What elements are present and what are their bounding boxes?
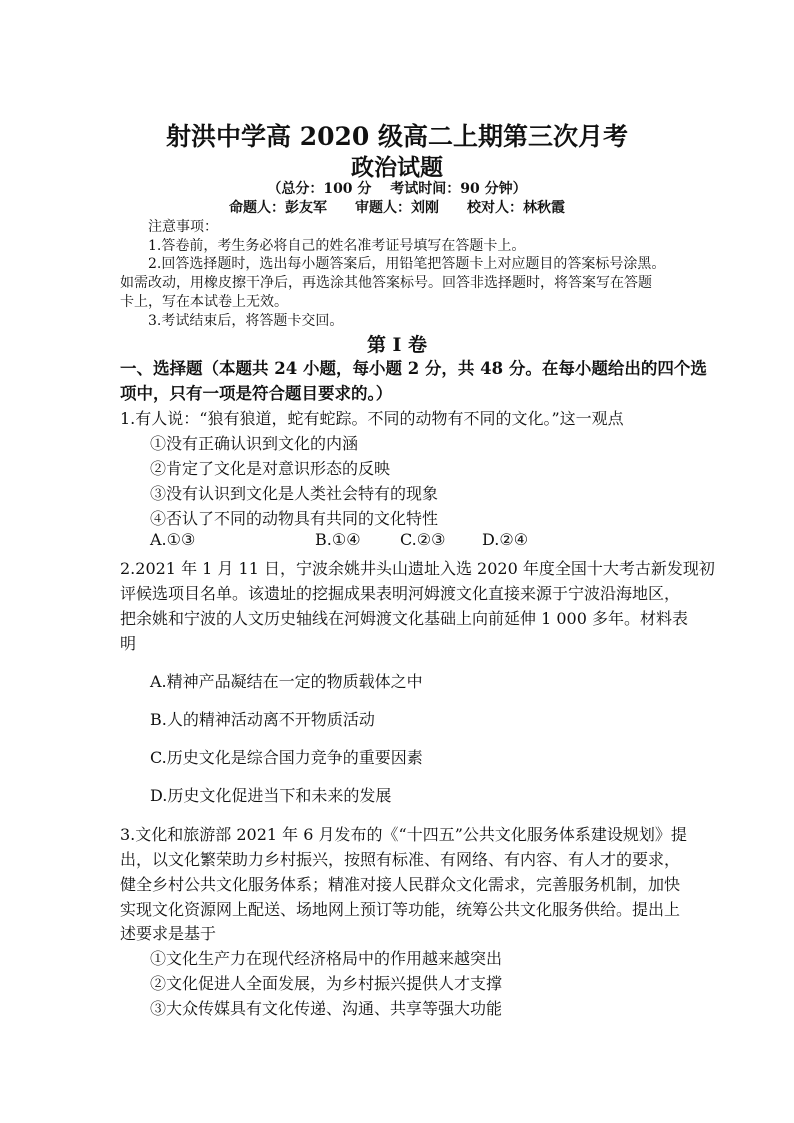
question-2-stem-line-2: 评候选项目名单。该遗址的挖掘成果表明河姆渡文化直接来源于宁波沿海地区， [120, 584, 681, 603]
question-1-option-d: D.②④ [482, 530, 529, 549]
note-item-1: 1.答卷前，考生务必将自己的姓名准考证号填写在答题卡上。 [148, 238, 526, 254]
section-title: 第 I 卷 [366, 334, 428, 356]
question-1-option-c: C.②③ [400, 530, 446, 549]
question-2-stem-line-1: 2.2021 年 1 月 11 日，宁波余姚井头山遗址入选 2020 年度全国十大考古新发现初 [120, 559, 715, 578]
question-1-option-a: A.①③ [150, 530, 196, 549]
question-1-statement-1: ①没有正确认识到文化的内涵 [150, 434, 359, 453]
question-3-stem-line-4: 实现文化资源网上配送、场地网上预订等功能，统筹公共文化服务供给。提出上 [120, 900, 681, 919]
question-3-stem-line-5: 述要求是基于 [120, 924, 217, 943]
section-instructions-line-1: 一、选择题（本题共 24 小题，每小题 2 分，共 48 分。在每小题给出的四个选 [120, 359, 707, 378]
question-1-statement-3: ③没有认识到文化是人类社会特有的现象 [150, 484, 439, 503]
question-1-statement-2: ②肯定了文化是对意识形态的反映 [150, 459, 391, 478]
question-2-option-c: C.历史文化是综合国力竞争的重要因素 [150, 748, 423, 767]
question-2-stem-line-4: 明 [120, 634, 137, 653]
note-item-2-line-1: 2.回答选择题时，选出每小题答案后，用铅笔把答题卡上对应题目的答案标号涂黑。 [148, 256, 666, 272]
question-3-stem-line-1: 3.文化和旅游部 2021 年 6 月发布的《“十四五”公共文化服务体系建设规划》提 [120, 825, 687, 844]
notes-heading: 注意事项： [148, 219, 218, 235]
question-3-stem-line-3: 健全乡村公共文化服务体系；精准对接人民群众文化需求，完善服务机制，加快 [120, 875, 681, 894]
note-item-3: 3.考试结束后，将答题卡交回。 [148, 313, 344, 329]
section-instructions-line-2: 项中，只有一项是符合题目要求的。） [120, 384, 393, 403]
question-3-statement-2: ②文化促进人全面发展，为乡村振兴提供人才支撑 [150, 974, 503, 993]
question-3-stem-line-2: 出，以文化繁荣助力乡村振兴，按照有标准、有网络、有内容、有人才的要求， [120, 850, 681, 869]
question-2-option-b: B.人的精神活动离不开物质活动 [150, 710, 375, 729]
note-item-2-line-3: 卡上，写在本试卷上无效。 [120, 294, 288, 310]
question-1-stem: 1.有人说：“狼有狼道，蛇有蛇踪。不同的动物有不同的文化。”这一观点 [120, 409, 624, 428]
question-1-statement-4: ④否认了不同的动物具有共同的文化特性 [150, 509, 439, 528]
question-2-stem-line-3: 把余姚和宁波的人文历史轴线在河姆渡文化基础上向前延伸 1 000 多年。材料表 [120, 609, 688, 628]
question-2-option-d: D.历史文化促进当下和未来的发展 [150, 786, 392, 805]
exam-title: 射洪中学高 2020 级高二上期第三次月考 [166, 122, 628, 151]
exam-info: （总分：100 分 考试时间：90 分钟） [267, 181, 527, 197]
question-3-statement-1: ①文化生产力在现代经济格局中的作用越来越突出 [150, 949, 503, 968]
question-2-option-a: A.精神产品凝结在一定的物质载体之中 [150, 672, 423, 691]
authors-line: 命题人：彭友军 审题人：刘刚 校对人：林秋霞 [229, 200, 565, 216]
question-1-option-b: B.①④ [315, 530, 361, 549]
subject-title: 政治试题 [351, 154, 443, 181]
question-3-statement-3: ③大众传媒具有文化传递、沟通、共享等强大功能 [150, 999, 503, 1018]
note-item-2-line-2: 如需改动，用橡皮擦干净后，再选涂其他答案标号。回答非选择题时，将答案写在答题 [120, 275, 652, 291]
